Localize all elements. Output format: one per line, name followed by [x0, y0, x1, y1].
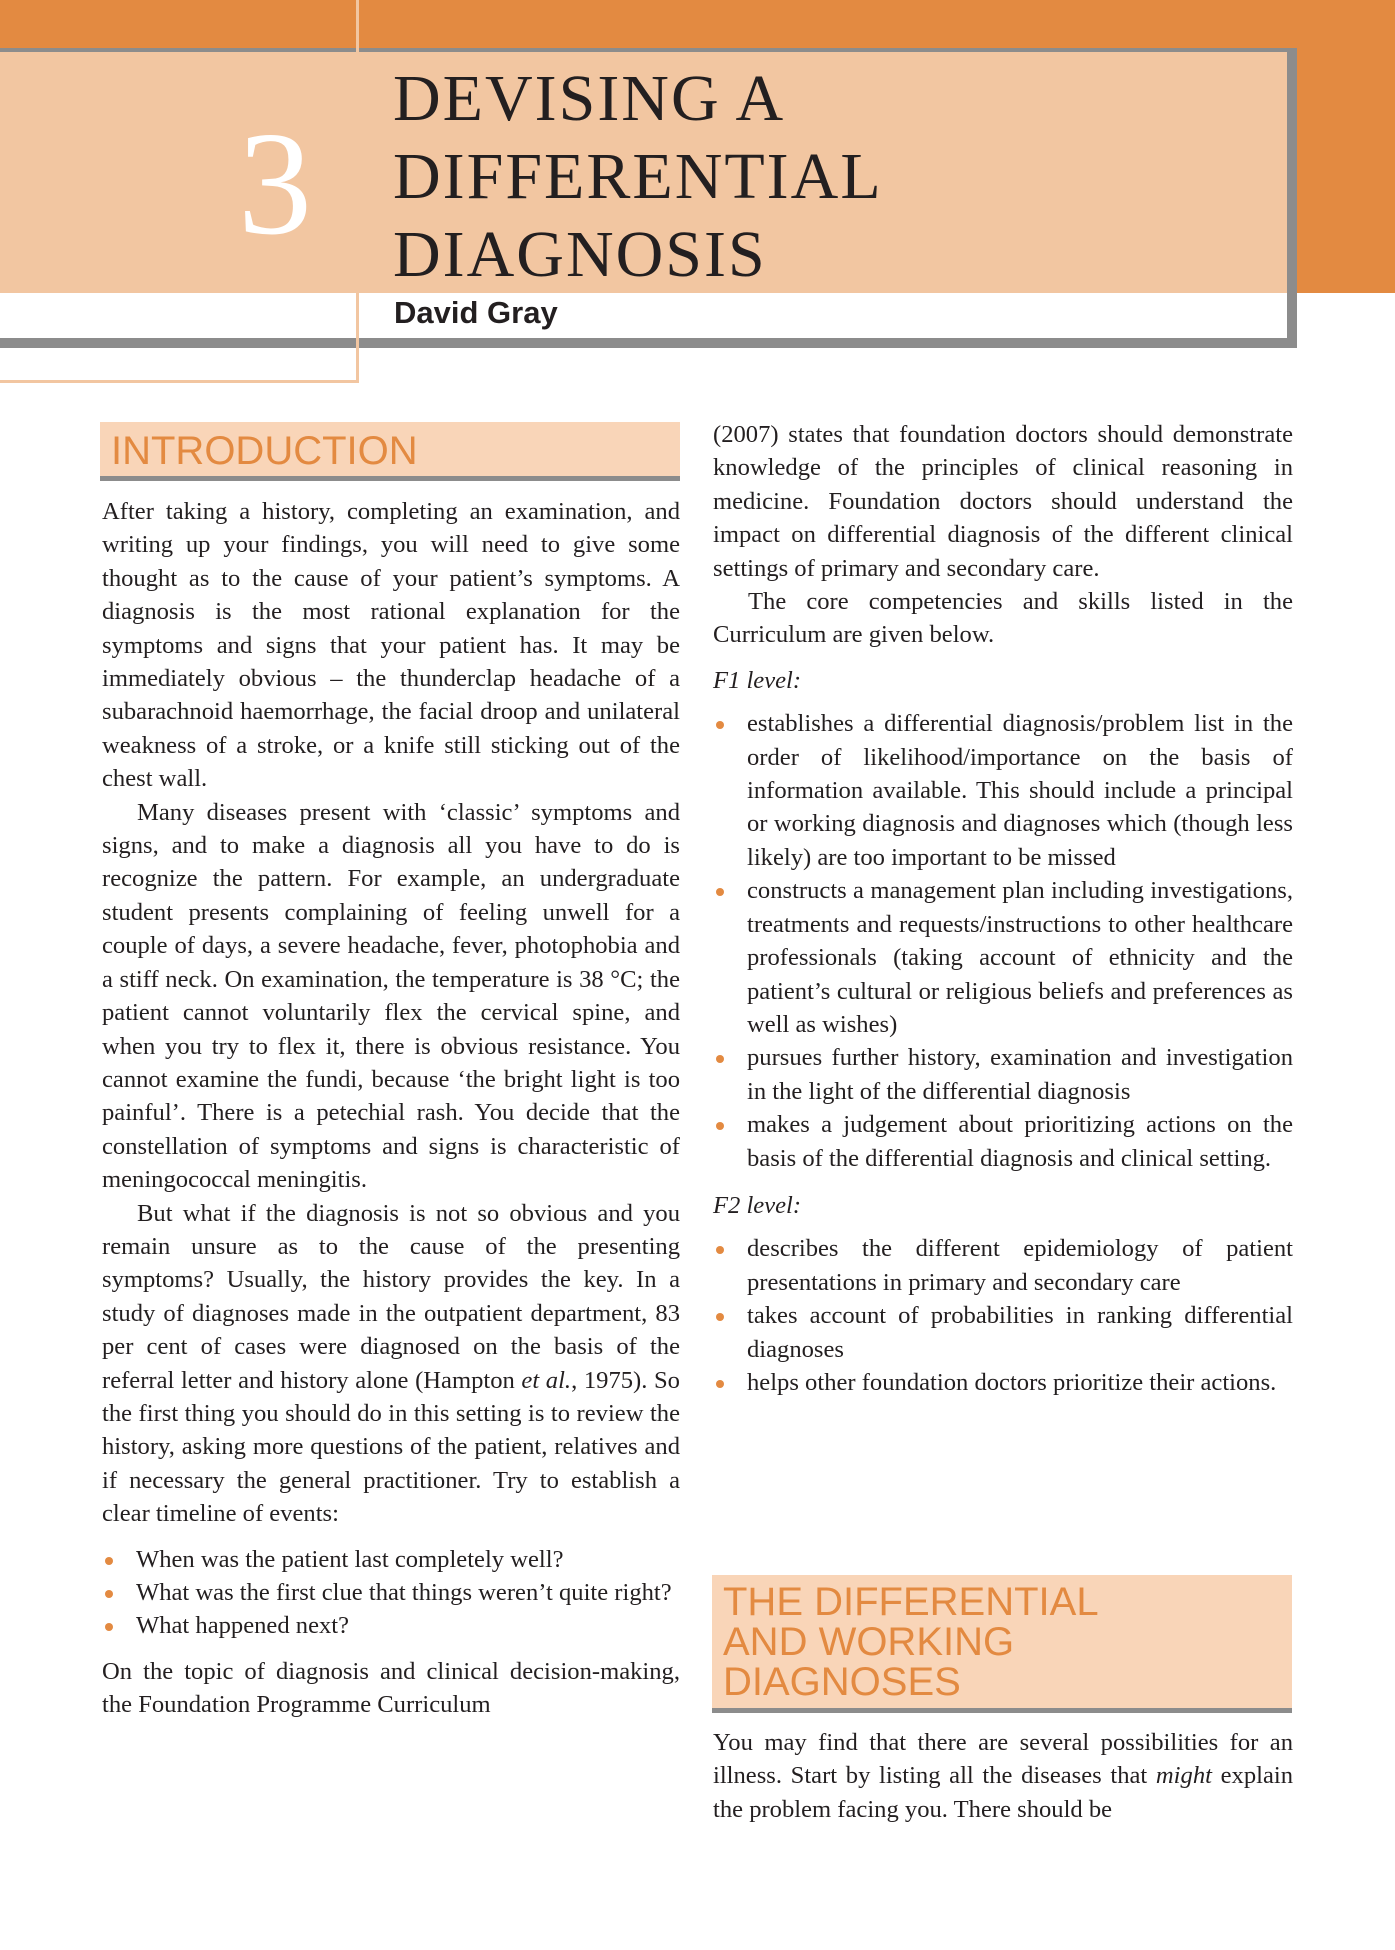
right-column [713, 418, 1293, 1399]
f2-list [713, 1232, 1293, 1399]
bullet-icon [716, 1313, 724, 1321]
f2-label: F2 level: [713, 1191, 802, 1219]
list-item-text: What was the first clue that things weren’t quite right? [136, 1579, 672, 1606]
paragraph [713, 1726, 1293, 1826]
list-item [102, 1543, 680, 1576]
list-item-text: establishes a differential diagnosis/problem list in the order of likelihood/importance on the basis of information available. This should include a principal or working diagnosis and diagnoses which (though less likely) are too important to be missed [747, 710, 1293, 871]
bullet-icon [716, 1055, 724, 1063]
paragraph: On the topic of diagnosis and clinical decision-making, the Foundation Programme Curriculum [102, 1657, 680, 1719]
paragraph-text: , 1975). So the first thing you should do in this setting is to review the history, asking more questions of the patient, relatives and if necessary the general practitioner. Try to establish a clear timeline of events: [102, 1366, 680, 1528]
heading-line: DIAGNOSES [723, 1660, 961, 1704]
section-heading-differential [712, 1575, 1292, 1713]
paragraph: (2007) states that foundation doctors should demonstrate knowledge of the principles of clinical reasoning in medicine. Foundation doctors should understand the impact on differential diagnosis of the different clinical settings of primary and secondary care. [713, 421, 1293, 582]
bullet-icon [716, 1122, 724, 1130]
bullet-icon [716, 1246, 724, 1254]
chapter-title-line: DIAGNOSIS [393, 218, 767, 291]
left-column [102, 495, 680, 1722]
f1-label: F1 level: [713, 666, 802, 694]
heading-line: THE DIFFERENTIAL [723, 1580, 1099, 1624]
bullet-icon [716, 721, 724, 729]
paragraph-text: explain the problem facing you. There should be [713, 1762, 1294, 1823]
list-item-text: When was the patient last completely well? [136, 1545, 564, 1573]
list-item [713, 1366, 1293, 1399]
list-item [713, 707, 1293, 874]
header-rule-right [1287, 48, 1297, 348]
header-rule-top [0, 48, 1297, 52]
list-item-text: pursues further history, examination and investigation in the light of the differential diagnosis [747, 1044, 1293, 1105]
emphasis-italic: might [1155, 1762, 1212, 1790]
chapter-number: 3 [238, 102, 312, 266]
question-list [102, 1543, 680, 1643]
paragraph: Many diseases present with ‘classic’ symptoms and signs, and to make a diagnosis all you have to do is recognize the pattern. For example, an undergraduate student presents complaining of feeling unwell for a couple of days, a severe headache, fever, photophobia and a stiff neck. On examination, the temperature is 38 °C; the patient cannot voluntarily flex the cervical spine, and when you try to flex it, there is obvious resistance. You cannot examine the fundi, because ‘the bright light is too painful’. There is a petechial rash. You decide that the constellation of symptoms and signs is characteristic of meningococcal meningitis. [102, 798, 680, 1194]
paragraph: After taking a history, completing an examination, and writing up your findings, you will need to give some thought as to the cause of your patient’s symptoms. A diagnosis is the most rational explanation for the symptoms and signs that your patient has. It may be immediately obvious – the thunderclap headache of a subarachnoid haemorrhage, the facial droop and unilateral weakness of a stroke, or a knife still sticking out of the chest wall. [102, 498, 680, 793]
list-item [102, 1609, 680, 1642]
right-column-continued [713, 1726, 1293, 1826]
list-item-text: makes a judgement about prioritizing actions on the basis of the differential diagnosis and clinical setting. [747, 1111, 1293, 1172]
paragraph-text: But what if the diagnosis is not so obvious and you remain unsure as to the cause of the presenting symptoms? Usually, the history provides the key. In a study of diagnoses made in the outpatient department, 83 per cent of cases were diagnosed on the basis of the referral letter and history alone (Hampton [102, 1199, 680, 1394]
bullet-icon [716, 888, 724, 896]
header-rule-bottom [0, 338, 1297, 348]
list-item [713, 1299, 1293, 1366]
list-item [713, 1041, 1293, 1108]
header-left-box [0, 293, 360, 338]
list-item [102, 1576, 680, 1609]
citation-italic: et al. [521, 1366, 572, 1394]
f1-list [713, 707, 1293, 1175]
bullet-icon [105, 1590, 113, 1598]
heading-line: AND WORKING [723, 1620, 1015, 1664]
list-item-text: helps other foundation doctors prioritize their actions. [747, 1368, 1277, 1396]
paragraph-text: You may find that there are several possibilities for an illness. Start by listing all the diseases that [713, 1729, 1293, 1790]
chapter-title-line: DIFFERENTIAL [393, 140, 883, 213]
bullet-icon [105, 1557, 113, 1565]
chapter-title-line: DEVISING A [393, 62, 786, 135]
paragraph [102, 1197, 680, 1531]
list-item [713, 874, 1293, 1041]
list-item-text: takes account of probabilities in ranking differential diagnoses [747, 1302, 1293, 1363]
header-divider-vertical [356, 0, 359, 383]
list-item-text: describes the different epidemiology of patient presentations in primary and secondary care [747, 1235, 1293, 1296]
section-heading-introduction: INTRODUCTION [100, 422, 680, 481]
author-name: David Gray [394, 295, 558, 330]
paragraph: The core competencies and skills listed in the Curriculum are given below. [713, 588, 1293, 649]
bullet-icon [105, 1623, 113, 1631]
header-divider-horizontal [0, 380, 359, 383]
chapter-title [393, 60, 883, 294]
list-item-text: What happened next? [136, 1612, 350, 1640]
list-item [713, 1108, 1293, 1175]
list-item [713, 1232, 1293, 1299]
bullet-icon [716, 1380, 724, 1388]
list-item-text: constructs a management plan including investigations, treatments and requests/instructions to other healthcare professionals (taking account of ethnicity and the patient’s cultural or religious beliefs and preferences as well as wishes) [747, 877, 1293, 1038]
header-band-top [360, 0, 1395, 47]
